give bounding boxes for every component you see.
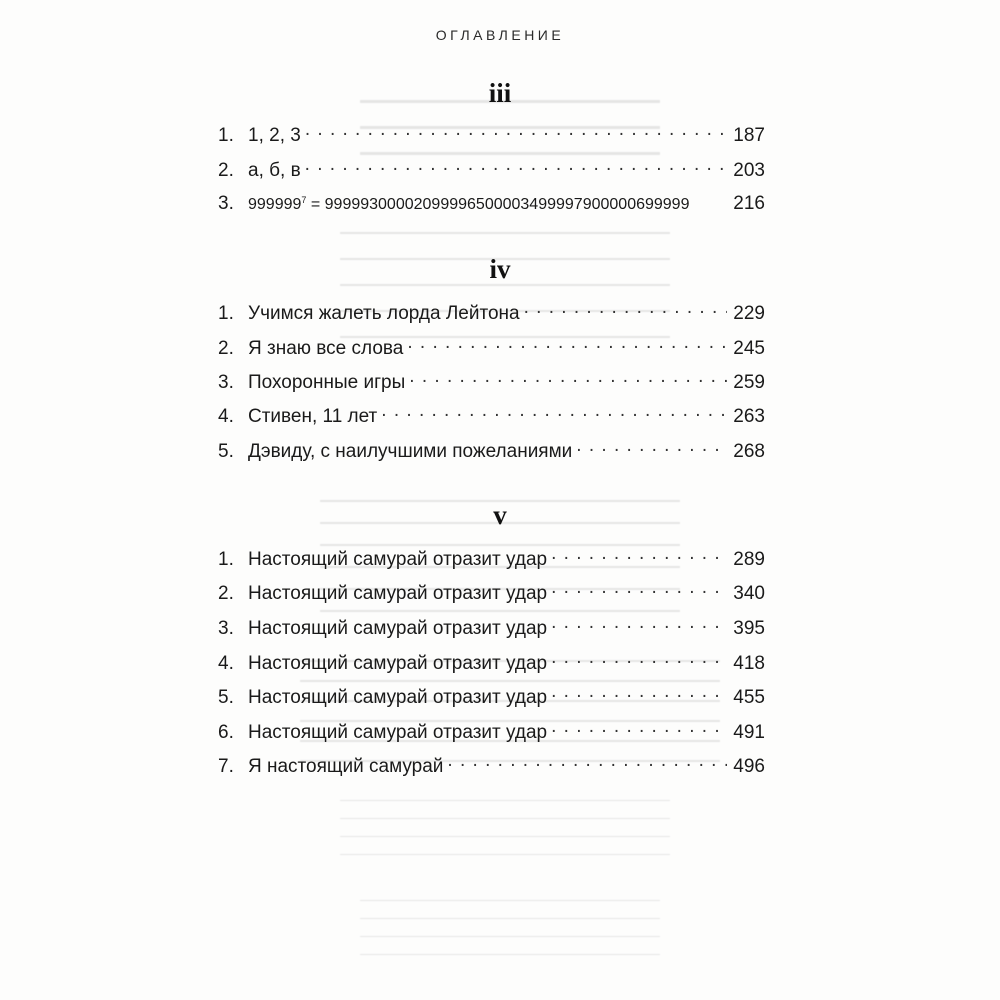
entry-title-base: 999999 bbox=[248, 196, 302, 213]
entry-number: 2. bbox=[218, 160, 234, 181]
entry-number: 5. bbox=[218, 441, 234, 462]
entry-page: 203 bbox=[733, 160, 765, 181]
toc-entry[interactable] bbox=[218, 300, 765, 326]
toc-entry[interactable] bbox=[218, 753, 765, 779]
bleed-through-block bbox=[340, 800, 670, 870]
toc-entry[interactable] bbox=[218, 335, 765, 361]
entry-page: 496 bbox=[733, 756, 765, 777]
entry-title: Я знаю все слова bbox=[248, 338, 404, 359]
toc-entry[interactable] bbox=[218, 438, 765, 464]
entry-title: Настоящий самурай отразит удар bbox=[248, 722, 548, 743]
entry-page: 491 bbox=[733, 722, 765, 743]
entry-page: 340 bbox=[733, 583, 765, 604]
dot-leader bbox=[551, 615, 727, 634]
entry-number: 3. bbox=[218, 193, 234, 214]
dot-leader bbox=[407, 335, 727, 354]
toc-entry[interactable] bbox=[218, 650, 765, 676]
entry-title: а, б, в bbox=[248, 160, 301, 181]
entry-number: 2. bbox=[218, 583, 234, 604]
entry-page: 289 bbox=[733, 549, 765, 570]
entry-page: 268 bbox=[733, 441, 765, 462]
entry-title: Дэвиду, с наилучшими пожеланиями bbox=[248, 441, 573, 462]
part-heading: iv bbox=[489, 254, 511, 284]
dot-leader bbox=[305, 122, 727, 141]
entry-page: 263 bbox=[733, 406, 765, 427]
entry-page: 229 bbox=[733, 303, 765, 324]
entry-page: 418 bbox=[733, 653, 765, 674]
dot-leader bbox=[551, 719, 727, 738]
dot-leader bbox=[524, 300, 728, 319]
entry-number: 7. bbox=[218, 756, 234, 777]
entry-title: Похоронные игры bbox=[248, 372, 406, 393]
toc-entry[interactable] bbox=[218, 684, 765, 710]
bleed-through-block bbox=[360, 900, 660, 970]
toc-entry[interactable] bbox=[218, 615, 765, 641]
entry-title: Настоящий самурай отразит удар bbox=[248, 618, 548, 639]
entry-page: 259 bbox=[733, 372, 765, 393]
dot-leader bbox=[576, 438, 727, 457]
toc-entry[interactable] bbox=[218, 403, 765, 429]
entry-title: Я настоящий самурай bbox=[248, 756, 444, 777]
entry-title: Стивен, 11 лет bbox=[248, 406, 378, 427]
toc-entry[interactable] bbox=[218, 719, 765, 745]
toc-entry[interactable] bbox=[218, 157, 765, 183]
dot-leader bbox=[551, 650, 727, 669]
entry-title: Настоящий самурай отразит удар bbox=[248, 653, 548, 674]
entry-page: 187 bbox=[733, 125, 765, 146]
entry-title-exponent: 7 bbox=[301, 195, 307, 205]
dot-leader bbox=[551, 684, 727, 703]
part-heading: iii bbox=[488, 78, 512, 108]
entry-number: 2. bbox=[218, 338, 234, 359]
entry-page: 455 bbox=[733, 687, 765, 708]
entry-title: 1, 2, 3 bbox=[248, 125, 301, 146]
toc-entry[interactable] bbox=[218, 546, 765, 572]
dot-leader bbox=[381, 403, 727, 422]
entry-page: 245 bbox=[733, 338, 765, 359]
toc-entry[interactable] bbox=[218, 580, 765, 606]
entry-number: 1. bbox=[218, 549, 234, 570]
dot-leader bbox=[447, 753, 727, 772]
entry-number: 4. bbox=[218, 406, 234, 427]
entry-number: 3. bbox=[218, 372, 234, 393]
dot-leader bbox=[409, 369, 727, 388]
toc-entry[interactable] bbox=[218, 193, 765, 219]
entry-page: 216 bbox=[733, 193, 765, 214]
toc-entry[interactable] bbox=[218, 122, 765, 148]
running-head: ОГЛАВЛЕНИЕ bbox=[435, 27, 565, 43]
dot-leader bbox=[551, 580, 727, 599]
entry-title: Настоящий самурай отразит удар bbox=[248, 583, 548, 604]
entry-title: Настоящий самурай отразит удар bbox=[248, 687, 548, 708]
dot-leader bbox=[551, 546, 727, 565]
entry-title: Настоящий самурай отразит удар bbox=[248, 549, 548, 570]
entry-title bbox=[248, 195, 689, 214]
entry-number: 3. bbox=[218, 618, 234, 639]
part-heading: v bbox=[493, 500, 507, 530]
entry-number: 1. bbox=[218, 125, 234, 146]
dot-leader bbox=[305, 157, 728, 176]
entry-number: 4. bbox=[218, 653, 234, 674]
entry-number: 6. bbox=[218, 722, 234, 743]
entry-number: 5. bbox=[218, 687, 234, 708]
entry-number: 1. bbox=[218, 303, 234, 324]
entry-title: Учимся жалеть лорда Лейтона bbox=[248, 303, 520, 324]
entry-page: 395 bbox=[733, 618, 765, 639]
entry-title-rest: = 99999300002099996500003499997900000699999 bbox=[306, 196, 690, 213]
toc-entry[interactable] bbox=[218, 369, 765, 395]
